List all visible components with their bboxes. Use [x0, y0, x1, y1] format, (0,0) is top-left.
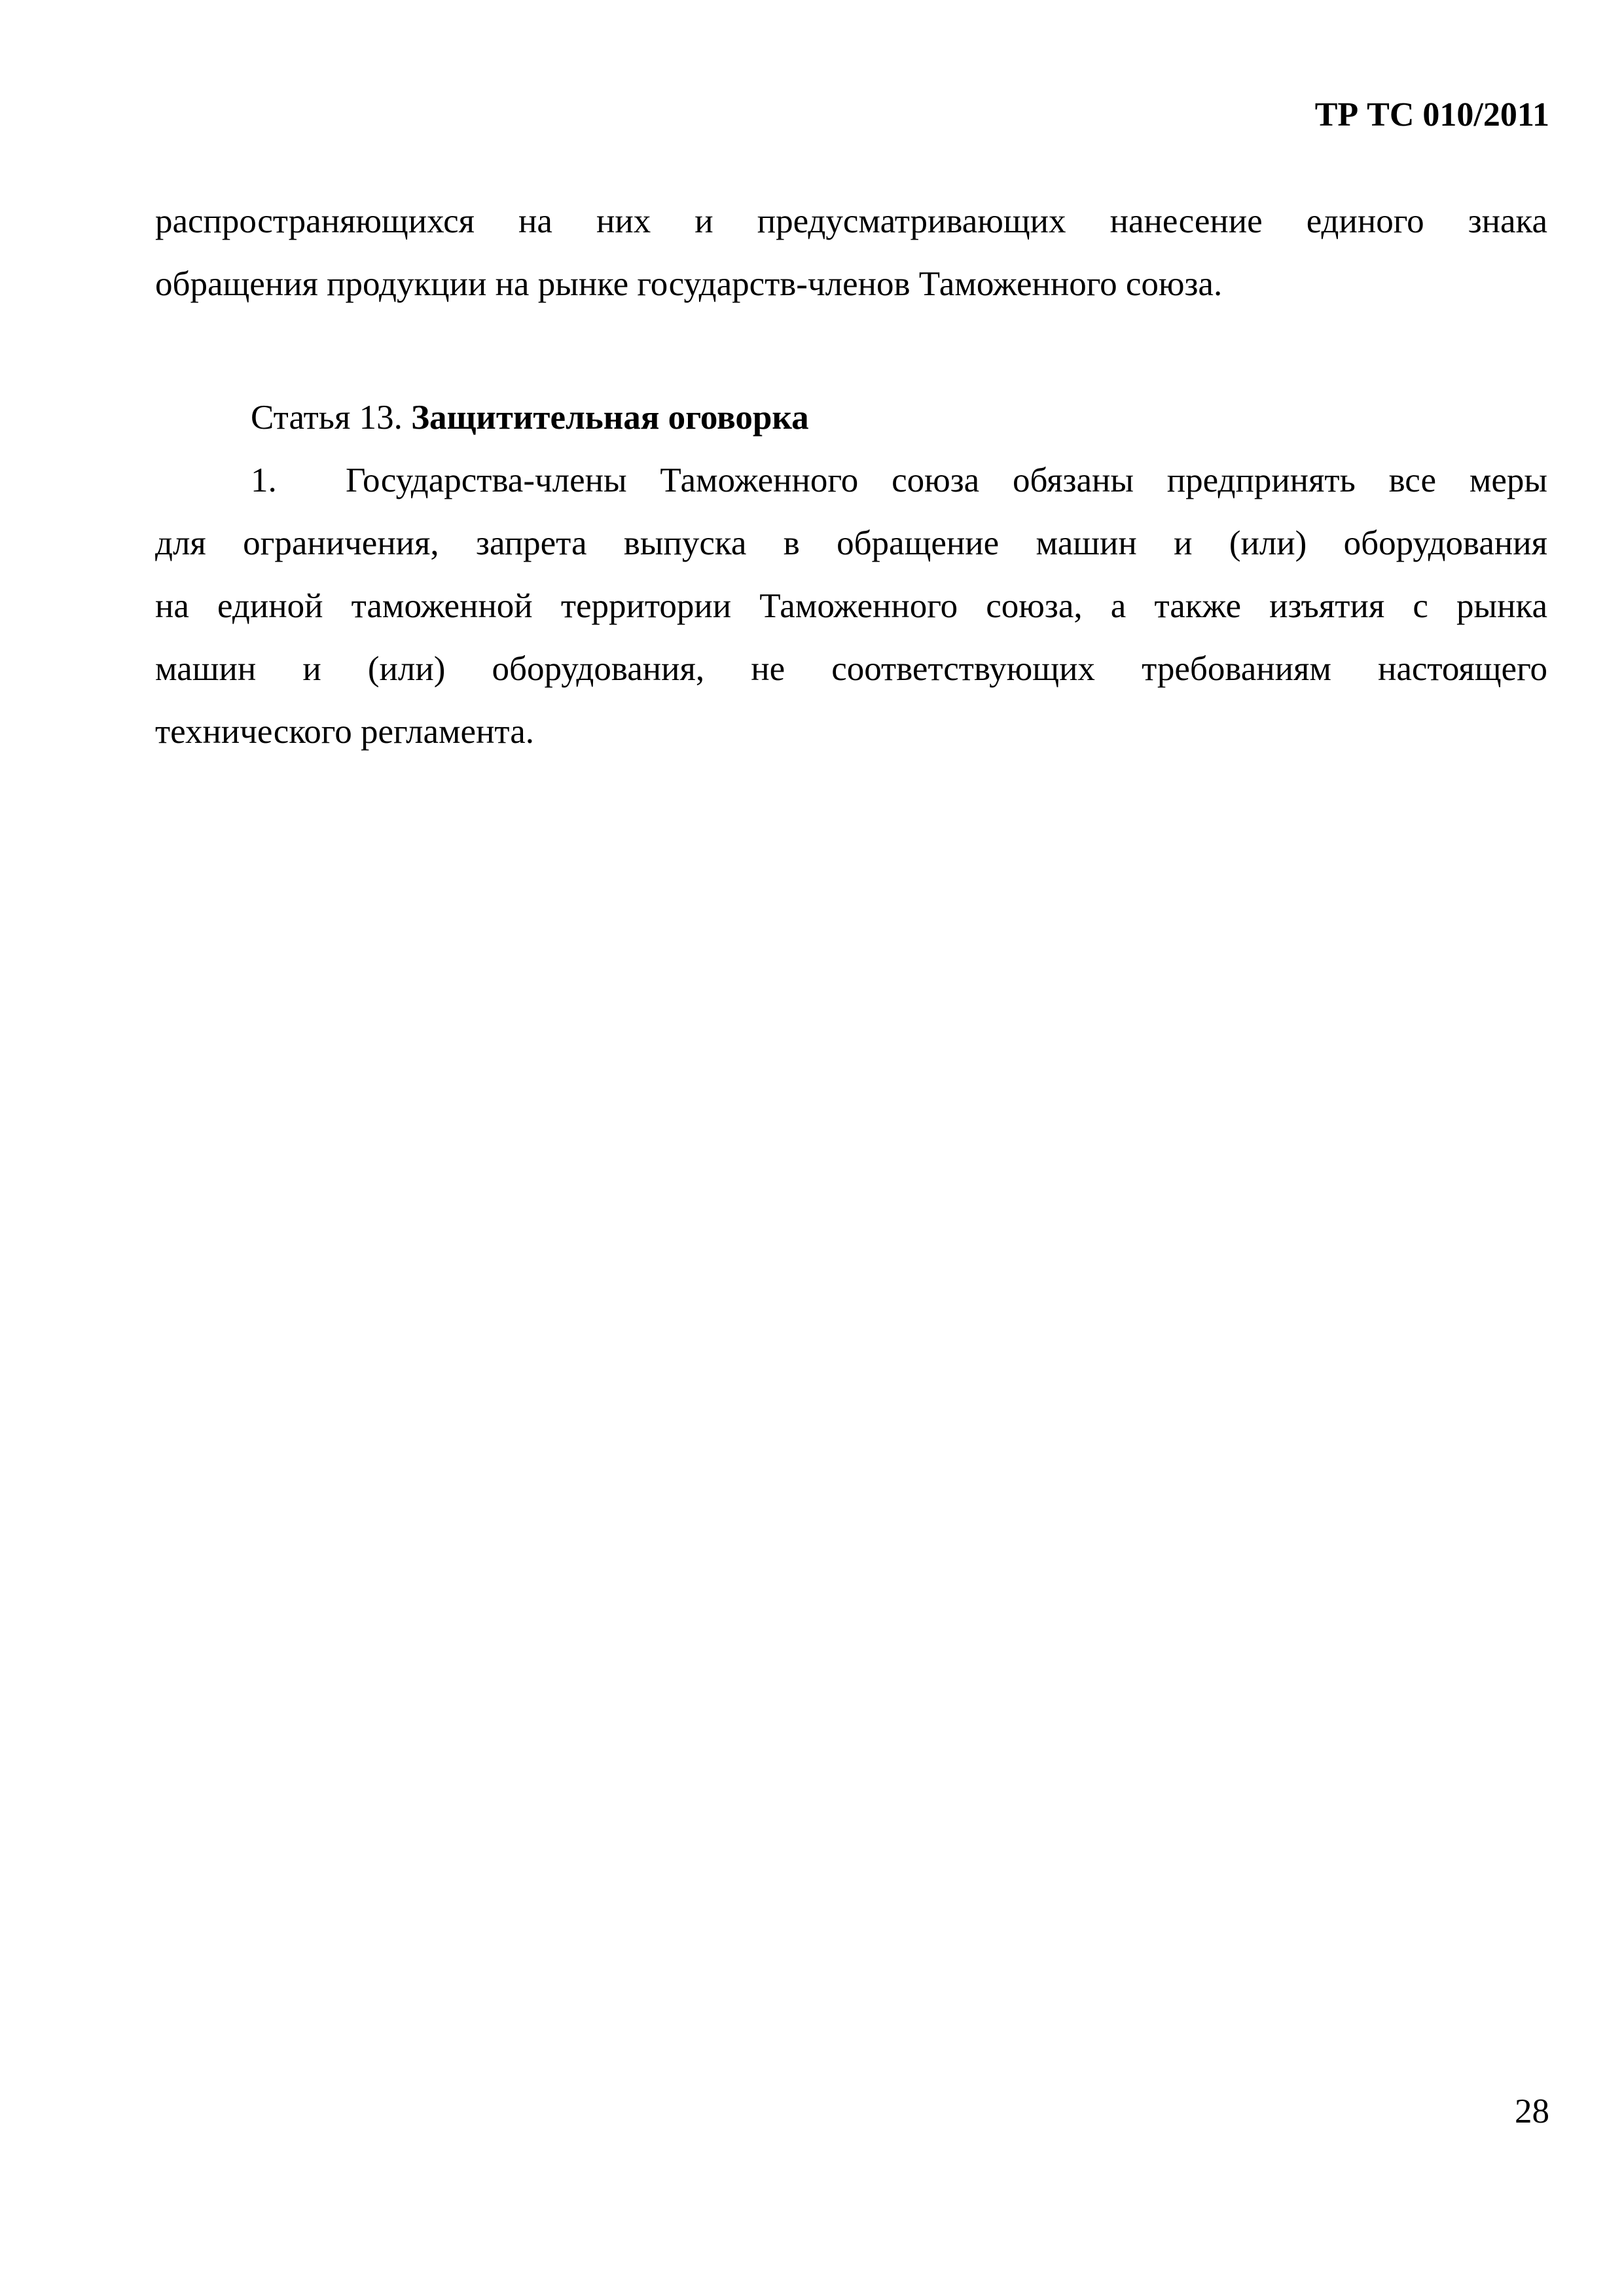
text-line: на единой таможенной территории Таможенного союза, а также изъятия с рынка: [155, 587, 1547, 625]
text-line: распространяющихся на них и предусматривающих нанесение единого знака: [155, 202, 1547, 240]
paragraph-number: 1.: [251, 461, 277, 499]
document-code-header: ТР ТС 010/2011: [1314, 96, 1549, 134]
text-line: обращения продукции на рынке государств-членов Таможенного союза.: [155, 265, 1223, 303]
article-number: Статья 13.: [251, 399, 403, 437]
article-heading: [251, 386, 809, 449]
text-line: для ограничения, запрета выпуска в обращение машин и (или) оборудования: [155, 524, 1547, 562]
page-number: 28: [1515, 2092, 1549, 2130]
text-line-content: Государства-члены Таможенного союза обязаны предпринять все меры: [346, 461, 1547, 499]
text-line: машин и (или) оборудования, не соответствующих требованиям настоящего: [155, 650, 1547, 688]
paragraph-1: [155, 449, 1547, 763]
text-line: технического регламента.: [155, 713, 535, 751]
article-title: Защитительная оговорка: [411, 399, 809, 437]
text-line: [155, 449, 1547, 512]
continuation-paragraph: [155, 190, 1547, 315]
